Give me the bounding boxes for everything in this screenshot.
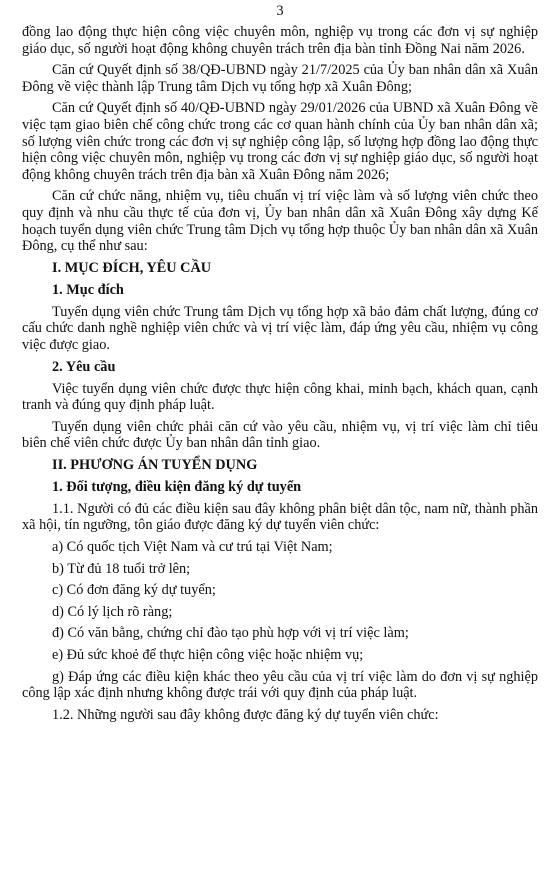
list-item: b) Từ đủ 18 tuổi trở lên;	[52, 560, 191, 577]
section-1-heading: I. MỤC ĐÍCH, YÊU CẦU	[52, 259, 212, 276]
section-1-1-heading: 1. Mục đích	[52, 281, 124, 298]
list-item: a) Có quốc tịch Việt Nam và cư trú tại Việt Nam;	[52, 539, 333, 556]
list-item: đ) Có văn bằng, chứng chỉ đào tạo phù hợp với vị trí việc làm;	[52, 625, 409, 642]
paragraph-decision-40: Căn cứ Quyết định số 40/QĐ-UBND ngày 29/01/2026 của UBND xã Xuân Đông về việc tạm giao biên chế công chức trong các cơ quan hành chính của Ủy ban nhân dân xã; số lượng viên chức trong các đơn vị sự nghiệp công lập, số lượng hợp đồng lao động thực hiện công việc chuyên môn, nghiệp vụ trong các đơn vị sự nghiệp giáo dục, số người hoạt động không chuyên trách trên địa bàn xã Xuân Đông năm 2026;	[22, 100, 538, 183]
paragraph-continued: đồng lao động thực hiện công việc chuyên môn, nghiệp vụ trong các đơn vị sự nghiệp giáo dục, số người hoạt động không chuyên trách trên địa bàn tỉnh Đồng Nai năm 2026.	[22, 24, 538, 57]
section-1-2-text-2: Tuyển dụng viên chức phải căn cứ vào yêu cầu, nhiệm vụ, vị trí việc làm chỉ tiêu biên chế viên chức được Ủy ban nhân dân tỉnh giao.	[22, 418, 538, 452]
section-2-1-heading: 1. Đối tượng, điều kiện đăng ký dự tuyển	[52, 478, 302, 495]
list-item: c) Có đơn đăng ký dự tuyển;	[52, 582, 216, 599]
list-item: e) Đủ sức khoẻ để thực hiện công việc hoặc nhiệm vụ;	[52, 647, 364, 664]
section-1-1-text: Tuyển dụng viên chức Trung tâm Dịch vụ tổng hợp xã bảo đảm chất lượng, đúng cơ cấu chức danh nghề nghiệp viên chức và vị trí việc làm, đáp ứng yêu cầu, nhiệm vụ công việc được giao.	[22, 303, 538, 353]
section-2-heading: II. PHƯƠNG ÁN TUYỂN DỤNG	[52, 456, 258, 473]
section-1-2-heading: 2. Yêu cầu	[52, 358, 116, 375]
section-2-1-intro: 1.1. Người có đủ các điều kiện sau đây không phân biệt dân tộc, nam nữ, thành phần xã hội, tín ngưỡng, tôn giáo được đăng ký dự tuyển viên chức:	[22, 500, 538, 534]
page-number: 3	[276, 3, 284, 19]
list-item: g) Đáp ứng các điều kiện khác theo yêu cầu của vị trí việc làm do đơn vị sự nghiệp công lập xác định nhưng không được trái với quy định của pháp luật.	[22, 668, 538, 702]
paragraph-basis: Căn cứ chức năng, nhiệm vụ, tiêu chuẩn vị trí việc làm và số lượng viên chức theo quy định và nhu cầu thực tế của đơn vị, Ủy ban nhân dân xã Xuân Đông xây dựng Kế hoạch tuyển dụng viên chức Trung tâm Dịch vụ tổng hợp thuộc Ủy ban nhân dân xã Xuân Đông, cụ thể như sau:	[22, 188, 538, 255]
paragraph-decision-38: Căn cứ Quyết định số 38/QĐ-UBND ngày 21/7/2025 của Ủy ban nhân dân xã Xuân Đông về việc thành lập Trung tâm Dịch vụ tổng hợp xã Xuân Đông;	[22, 62, 538, 95]
section-2-1-2-text: 1.2. Những người sau đây không được đăng ký dự tuyển viên chức:	[52, 706, 439, 723]
section-1-2-text-1: Việc tuyển dụng viên chức được thực hiện công khai, minh bạch, khách quan, cạnh tranh và đúng quy định pháp luật.	[22, 380, 538, 414]
list-item: d) Có lý lịch rõ ràng;	[52, 603, 173, 620]
